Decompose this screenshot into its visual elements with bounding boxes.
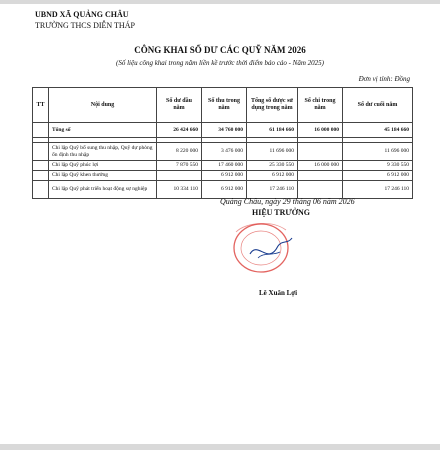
row-spent	[298, 171, 343, 181]
row-tt	[33, 181, 49, 199]
total-tt	[33, 123, 49, 138]
row-opening: 8 220 000	[157, 143, 202, 161]
total-opening: 26 424 660	[157, 123, 202, 138]
row-received: 3 476 000	[202, 143, 247, 161]
row-received: 6 912 000	[202, 181, 247, 199]
row-closing: 6 912 000	[343, 171, 413, 181]
header-tt: TT	[33, 88, 49, 123]
row-spent: 16 000 000	[298, 161, 343, 171]
row-spent	[298, 181, 343, 199]
org-name: UBND XÃ QUẢNG CHÂU	[35, 10, 129, 19]
header-opening: Số dư đầu năm	[157, 88, 202, 123]
row-opening: 10 334 110	[157, 181, 202, 199]
document-subtitle: (Số liệu công khai trong năm liền kề trước thời điểm báo cáo - Năm 2025)	[116, 59, 324, 67]
funds-table	[32, 87, 413, 199]
table-row	[33, 171, 413, 181]
school-name: TRƯỜNG THCS DIỄN THÁP	[35, 21, 135, 30]
table-row	[33, 181, 413, 199]
row-used: 25 330 550	[247, 161, 298, 171]
row-used: 17 246 110	[247, 181, 298, 199]
row-tt	[33, 161, 49, 171]
document-title: CÔNG KHAI SỐ DƯ CÁC QUỸ NĂM 2026	[134, 45, 306, 55]
row-closing: 9 330 550	[343, 161, 413, 171]
top-divider	[0, 0, 440, 4]
row-closing: 17 246 110	[343, 181, 413, 199]
signature-role: HIỆU TRƯỞNG	[252, 208, 311, 217]
unit-note: Đơn vị tính: Đồng	[358, 75, 410, 83]
row-label: Chi lập Quỹ khen thưởng	[49, 171, 157, 181]
row-used: 11 696 000	[247, 143, 298, 161]
signature-date: Quảng Châu, ngày 29 tháng 06 năm 2026	[220, 197, 355, 206]
header-content: Nội dung	[49, 88, 157, 123]
signer-name: Lê Xuân Lợi	[259, 289, 298, 297]
table-row-total	[33, 123, 413, 138]
total-label: Tổng số	[49, 123, 157, 138]
total-received: 34 760 000	[202, 123, 247, 138]
row-spent	[298, 143, 343, 161]
header-used-total: Tổng số được sử dụng trong năm	[247, 88, 298, 123]
official-stamp-icon	[228, 218, 298, 278]
row-used: 6 912 000	[247, 171, 298, 181]
row-label: Chi lập Quỹ phúc lợi	[49, 161, 157, 171]
row-received: 17 460 000	[202, 161, 247, 171]
header-closing: Số dư cuối năm	[343, 88, 413, 123]
header-spent: Số chi trong năm	[298, 88, 343, 123]
row-label: Chi lập Quỹ phát triển hoạt động sự nghiệp	[49, 181, 157, 199]
row-tt	[33, 143, 49, 161]
table-row	[33, 143, 413, 161]
total-used: 61 184 660	[247, 123, 298, 138]
table-header-row	[33, 88, 413, 123]
table-row	[33, 161, 413, 171]
total-closing: 45 184 660	[343, 123, 413, 138]
header-received: Số thu trong năm	[202, 88, 247, 123]
row-opening	[157, 171, 202, 181]
row-tt	[33, 171, 49, 181]
row-label: Chi lập Quỹ bổ sung thu nhập, Quỹ dự phòng ổn định thu nhập	[49, 143, 157, 161]
bottom-divider	[0, 444, 440, 450]
row-closing: 11 696 000	[343, 143, 413, 161]
total-spent: 16 000 000	[298, 123, 343, 138]
row-received: 6 912 000	[202, 171, 247, 181]
row-opening: 7 870 550	[157, 161, 202, 171]
